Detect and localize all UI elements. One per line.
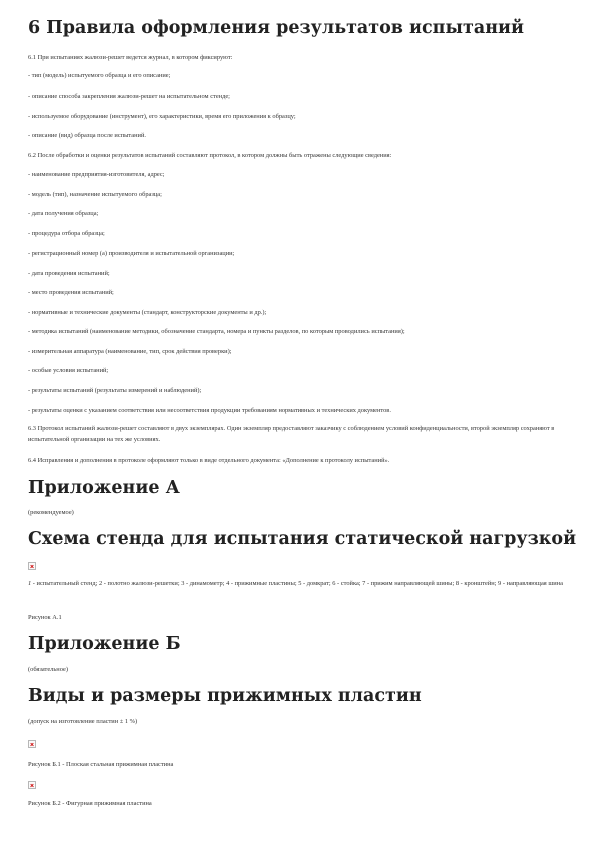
broken-image-icon (28, 562, 36, 570)
list-item: - описание способа закрепления жалюзи-решет на испытательном стенде; (28, 93, 230, 100)
list-item: - процедура отбора образца; (28, 230, 105, 237)
list-item: - наименование предприятия-изготовителя, адрес; (28, 171, 165, 178)
broken-image-icon (28, 740, 36, 748)
list-item: - дата получения образца; (28, 210, 99, 217)
appendix-b-title: Приложение Б (28, 634, 181, 654)
list-item: - описание (вид) образца после испытаний. (28, 132, 146, 139)
appendix-a-title: Приложение А (28, 478, 180, 498)
list-item: - тип (модель) испытуемого образца и его описание; (28, 72, 171, 79)
list-item: - результаты оценки с указанием соответствия или несоответствия продукции требованиям нормативных и технических документов. (28, 407, 391, 414)
legend-first-number: 1 (28, 580, 32, 587)
section-6-title: 6 Правила оформления результатов испытаний (28, 18, 524, 38)
appendix-a-status: (рекомендуемое) (28, 509, 74, 516)
list-item: - место проведения испытаний; (28, 289, 114, 296)
paragraph-6-2: 6.2 После обработки и оценки результатов испытаний составляют протокол, в котором должны быть отражены следующие сведения: (28, 152, 392, 159)
appendix-b-status: (обязательное) (28, 666, 68, 673)
list-item: - методика испытаний (наименование методики, обозначение стандарта, номера и пункты разделов, по которым проводились испытания); (28, 328, 405, 335)
paragraph-6-3: 6.3 Протокол испытаний жалюзи-решет составляют в двух экземплярах. Один экземпляр предоставляют заказчику с соблюдением условий конфиденциальности, второй экземпляр сохраняют в испытательной организации на тех же условиях. (28, 425, 555, 443)
list-item: - регистрационный номер (а) производителя и испытательной организации; (28, 250, 235, 257)
figure-b2-caption: Рисунок Б.2 - Фигурная прижимная пластина (28, 800, 152, 807)
list-item: - особые условия испытаний; (28, 367, 109, 374)
list-item: - нормативные и технические документы (стандарт, конструкторские документы и др.); (28, 309, 267, 316)
list-item: - модель (тип), назначение испытуемого образца; (28, 191, 162, 198)
paragraph-6-1: 6.1 При испытаниях жалюзи-решет ведется журнал, в котором фиксируют: (28, 54, 233, 61)
list-item: - используемое оборудование (инструмент), его характеристики, время его приложения к образцу; (28, 113, 296, 120)
broken-image-icon (28, 781, 36, 789)
appendix-a-heading: Схема стенда для испытания статической нагрузкой (28, 529, 577, 549)
figure-a1-legend (28, 578, 573, 589)
appendix-b-heading: Виды и размеры прижимных пластин (28, 686, 422, 706)
paragraph-6-4: 6.4 Исправления и дополнения в протоколе оформляют только в виде отдельного документа: «Дополнение к протоколу испытаний». (28, 457, 390, 464)
list-item: - дата проведения испытаний; (28, 270, 110, 277)
figure-a1-caption: Рисунок А.1 (28, 614, 62, 621)
figure-b1-caption: Рисунок Б.1 - Плоская стальная прижимная пластина (28, 761, 174, 768)
list-item: - измерительная аппаратура (наименование, тип, срок действия проверки); (28, 348, 232, 355)
tolerance-note: (допуск на изготовление пластин ± 1 %) (28, 718, 138, 725)
list-item: - результаты испытаний (результаты измерений и наблюдений); (28, 387, 202, 394)
legend-text: - испытательный стенд; 2 - полотно жалюзи-решетки; 3 - динамометр; 4 - прижимные пластины; 5 - домкрат; 6 - стойка; 7 - прижим направляющей шины; 8 - кронштейн; 9 - направляющая шина (31, 580, 563, 587)
